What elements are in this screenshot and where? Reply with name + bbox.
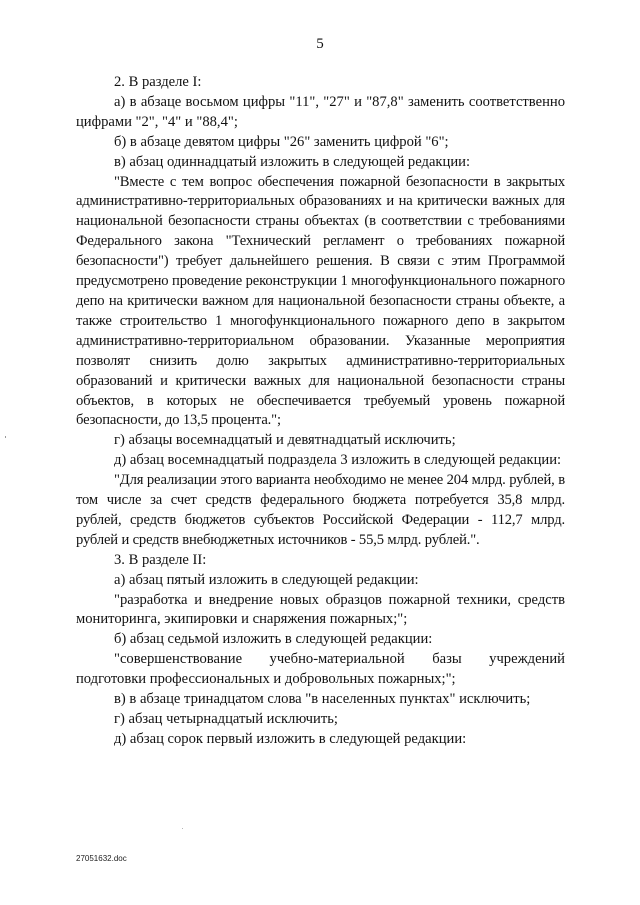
footer-filename: 27051632.doc [76, 854, 127, 863]
section-heading-1: 2. В разделе I: [114, 74, 202, 90]
scan-speck [182, 828, 183, 829]
page-number: 5 [316, 36, 324, 52]
amendment-paragraph: д) абзац сорок первый изложить в следующей редакции: [114, 730, 467, 747]
amendment-paragraph: а) в абзаце восьмом цифры "11", "27" и "87,8" заменить соответственно цифрами "2", "4" и "88,4"; [76, 93, 565, 130]
amendment-paragraph: а) абзац пятый изложить в следующей редакции: [114, 571, 419, 588]
amendment-paragraph: б) в абзаце девятом цифры "26" заменить цифрой "6"; [114, 133, 449, 150]
section-heading-2: 3. В разделе II: [114, 551, 207, 568]
amendment-paragraph: д) абзац восемнадцатый подраздела 3 изложить в следующей редакции: [114, 452, 562, 469]
quoted-text-paragraph: "Вместе с тем вопрос обеспечения пожарной безопасности в закрытых административно-территориальных образованиях и на критически важных для национальной безопасности страны объектах (в соответствии с требованиями Федерального закона "Технический регламент о требованиях пожарной безопасности") требует дальнейшего решения. В связи с этим Программой предусмотрено проведение реконструкции 1 многофункционального пожарного депо на критически важном для национальной безопасности страны объекте, а также строительство 1 многофункционального пожарного депо в закрытом административно-территориальном образовании. Указанные мероприятия позволят снизить долю закрытых административно-территориальных образований и критически важных для национальной безопасности страны объектов, в которых не обеспечивается требуемый уровень пожарной безопасности, до 13,5 процента."; [76, 173, 565, 429]
quoted-text-paragraph: "Для реализации этого варианта необходимо не менее 204 млрд. рублей, в том числе за счет средств федерального бюджета потребуется 35,8 млрд. рублей, средств бюджетов субъектов Российской Федерации - 112,7 млрд. рублей и средств внебюджетных источников - 55,5 млрд. рублей.". [76, 472, 565, 548]
amendment-paragraph: г) абзацы восемнадцатый и девятнадцатый исключить; [114, 432, 456, 449]
amendment-paragraph: б) абзац седьмой изложить в следующей редакции: [114, 631, 433, 648]
amendment-paragraph: г) абзац четырнадцатый исключить; [114, 711, 338, 727]
scan-margin-mark [5, 436, 6, 438]
document-body [76, 73, 565, 750]
quoted-text-paragraph: "совершенствование учебно-материальной базы учреждений подготовки профессиональных и добровольных пожарных;"; [76, 651, 565, 688]
quoted-text-paragraph: "разработка и внедрение новых образцов пожарной техники, средств мониторинга, экипировки и снаряжения пожарных;"; [76, 591, 565, 628]
amendment-paragraph: в) в абзаце тринадцатом слова "в населенных пунктах" исключить; [114, 691, 531, 708]
amendment-paragraph: в) абзац одиннадцатый изложить в следующей редакции: [114, 153, 470, 170]
